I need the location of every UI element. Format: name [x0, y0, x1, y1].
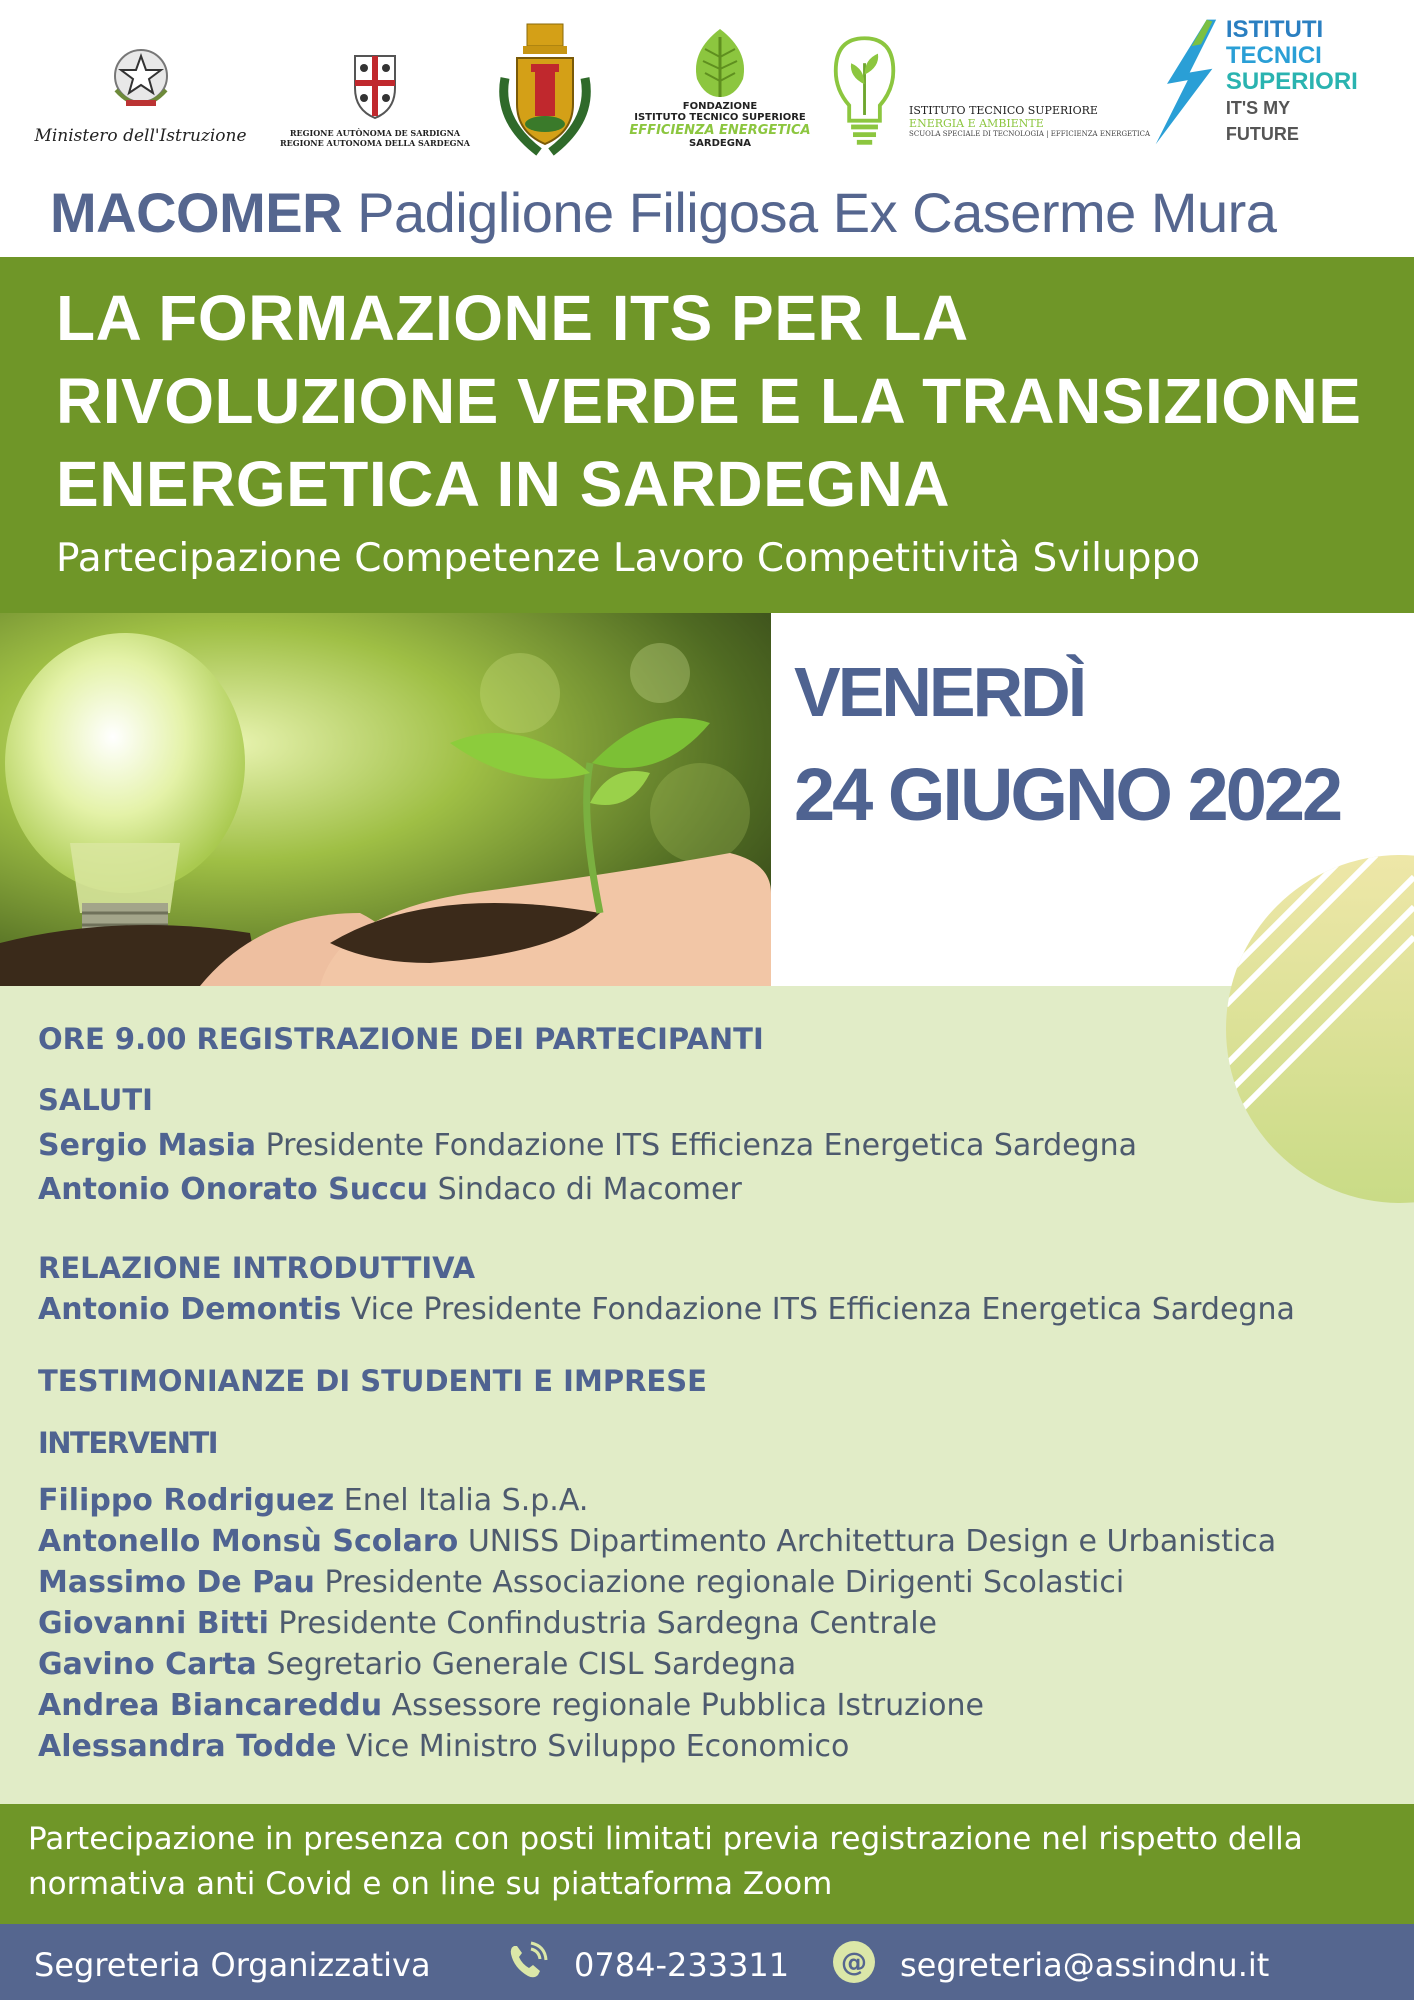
fondazione-text-3: EFFICIENZA ENERGETICA	[629, 123, 811, 138]
ministero-text: Ministero dell'Istruzione	[34, 125, 247, 146]
title-line-2: RIVOLUZIONE VERDE E LA TRANSIZIONE	[56, 365, 1362, 437]
itsmf-text-3: SUPERIORI	[1225, 68, 1358, 95]
interventi-heading: INTERVENTI	[38, 1426, 218, 1460]
venue-city: MACOMER	[50, 181, 343, 244]
comune-logo	[490, 20, 600, 160]
regione-text-2: REGIONE AUTONOMA DELLA SARDEGNA	[280, 137, 471, 148]
lightbulb-seedling-image	[0, 613, 771, 986]
speaker-role: Presidente Associazione regionale Dirigenti Scolastici	[324, 1565, 1125, 1600]
its-energia-text-2: ENERGIA E AMBIENTE	[909, 116, 1044, 130]
speaker-role: UNISS Dipartimento Architettura Design e Urbanistica	[467, 1524, 1277, 1559]
speaker-role: Presidente Confindustria Sardegna Centrale	[278, 1606, 938, 1641]
saluti-item	[38, 1128, 1137, 1163]
itsmf-text-4: IT'S MY FUTURE	[1225, 98, 1299, 144]
svg-text:@: @	[841, 1948, 867, 1978]
registration-heading: ORE 9.00 REGISTRAZIONE DEI PARTECIPANTI	[38, 1022, 764, 1056]
speaker-role: Vice Ministro Sviluppo Economico	[346, 1729, 850, 1764]
footer-label: Segreteria Organizzativa	[34, 1946, 431, 1984]
interventi-item	[38, 1606, 937, 1641]
saluti-item	[38, 1172, 742, 1207]
relazione-item	[38, 1292, 1295, 1327]
speaker-name: Andrea Biancareddu	[38, 1688, 383, 1723]
speaker-name: Antonello Monsù Scolaro	[38, 1524, 459, 1559]
striped-circle-icon	[1226, 855, 1414, 1203]
title-line-3: ENERGETICA IN SARDEGNA	[56, 448, 951, 520]
phone-icon	[504, 1940, 548, 1984]
interventi-item	[38, 1688, 984, 1723]
speaker-name: Antonio Demontis	[38, 1292, 342, 1327]
note-line-2: normativa anti Covid e on line su piattaforma Zoom	[28, 1866, 833, 1902]
ministero-logo	[18, 30, 263, 155]
speaker-role: Enel Italia S.p.A.	[343, 1483, 589, 1518]
title-line-1: LA FORMAZIONE ITS PER LA	[56, 282, 969, 354]
emblem-icon	[106, 40, 176, 118]
fondazione-text-2: ISTITUTO TECNICO SUPERIORE	[634, 112, 806, 123]
speaker-role: Sindaco di Macomer	[437, 1172, 742, 1207]
note-line-1: Partecipazione in presenza con posti limitati previa registrazione nel rispetto della	[28, 1821, 1303, 1857]
interventi-item	[38, 1729, 849, 1764]
date-day: VENERDÌ	[794, 653, 1085, 731]
testimonianze-heading: TESTIMONIANZE DI STUDENTI E IMPRESE	[38, 1364, 707, 1398]
its-energia-text-1: ISTITUTO TECNICO SUPERIORE	[909, 103, 1098, 117]
photo-lightbulb-seedling	[0, 613, 771, 986]
fondazione-logo	[622, 18, 818, 158]
speaker-name: Gavino Carta	[38, 1647, 257, 1682]
speaker-name: Massimo De Pau	[38, 1565, 315, 1600]
interventi-item	[38, 1524, 1276, 1559]
saluti-heading: SALUTI	[38, 1083, 153, 1117]
speaker-name: Antonio Onorato Succu	[38, 1172, 429, 1207]
relazione-heading: RELAZIONE INTRODUTTIVA	[38, 1251, 476, 1285]
logo-row	[0, 0, 1414, 170]
leaf-icon	[687, 27, 753, 99]
speaker-name: Sergio Masia	[38, 1128, 257, 1163]
interventi-item	[38, 1483, 588, 1518]
speaker-name: Giovanni Bitti	[38, 1606, 269, 1641]
decorative-circle	[1226, 855, 1414, 1203]
fondazione-text-4: SARDEGNA	[688, 138, 752, 149]
venue	[50, 180, 1276, 245]
its-my-future-logo	[1150, 14, 1360, 150]
date-full: 24 GIUGNO 2022	[794, 753, 1341, 836]
itsmf-text-1: ISTITUTI	[1225, 16, 1324, 43]
regione-logo	[280, 40, 471, 155]
lightning-icon	[1150, 14, 1222, 150]
footer	[0, 1924, 1414, 2000]
interventi-item	[38, 1565, 1124, 1600]
venue-place: Padiglione Filigosa Ex Caserme Mura	[357, 181, 1277, 244]
footer-phone[interactable]: 0784-233311	[574, 1946, 790, 1984]
coat-of-arms-icon	[345, 48, 405, 122]
speaker-name: Alessandra Todde	[38, 1729, 337, 1764]
interventi-item	[38, 1647, 796, 1682]
its-energia-text-3: SCUOLA SPECIALE DI TECNOLOGIA | EFFICIENZA ENERGETICA	[909, 129, 1150, 138]
its-energia-logo	[830, 28, 1150, 153]
subtitle: Partecipazione Competenze Lavoro Competitività Sviluppo	[56, 536, 1201, 581]
itsmf-text-2: TECNICI	[1225, 42, 1322, 69]
regione-text-1: REGIONE AUTÒNOMA DE SARDIGNA	[289, 127, 461, 138]
speaker-role: Presidente Fondazione ITS Efficienza Energetica Sardegna	[265, 1128, 1138, 1163]
lightbulb-plant-icon	[830, 32, 899, 150]
speaker-role: Segretario Generale CISL Sardegna	[266, 1647, 797, 1682]
footer-email[interactable]: segreteria@assindnu.it	[900, 1946, 1270, 1984]
speaker-role: Assessore regionale Pubblica Istruzione	[391, 1688, 985, 1723]
fondazione-text-1: FONDAZIONE	[682, 101, 758, 112]
at-icon	[832, 1940, 876, 1984]
speaker-role: Vice Presidente Fondazione ITS Efficienza Energetica Sardegna	[350, 1292, 1295, 1327]
town-crest-icon	[493, 20, 597, 160]
speaker-name: Filippo Rodriguez	[38, 1483, 335, 1518]
